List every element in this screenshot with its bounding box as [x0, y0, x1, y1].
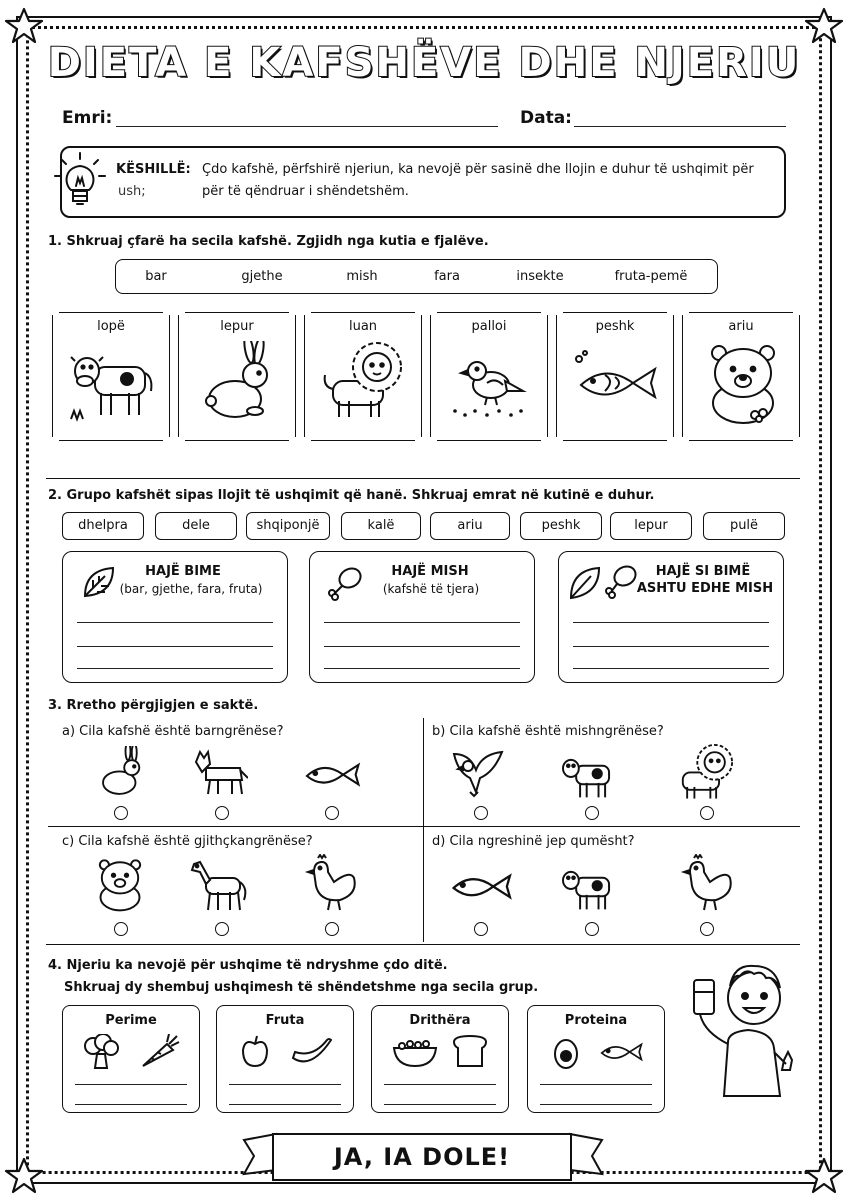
animal-name: lopë [97, 319, 125, 334]
footer-banner: JA, IA DOLE! [272, 1133, 572, 1181]
eagle-icon[interactable] [450, 744, 506, 800]
date-label: Data: [520, 108, 572, 128]
answer-line[interactable] [573, 668, 769, 669]
answer-line[interactable] [229, 1084, 341, 1085]
question-4-prompt-line2: Shkruaj dy shembuj ushqimesh të shëndetshme nga secila grup. [64, 980, 539, 995]
animal-cell-cow [52, 315, 170, 437]
answer-radio[interactable] [215, 806, 229, 820]
category-box-carnivore [309, 551, 535, 683]
word-bank-item: gjethe [241, 269, 283, 284]
food-group-title: Fruta [265, 1013, 305, 1028]
fish-icon[interactable] [300, 756, 364, 796]
leaf-and-drumstick-icon [567, 562, 641, 602]
animal-chip[interactable]: lepur [610, 512, 692, 540]
answer-radio[interactable] [700, 922, 714, 936]
answer-line[interactable] [573, 622, 769, 623]
lion-icon[interactable] [670, 742, 742, 800]
category-title: HAJË MISH [391, 564, 469, 579]
answer-line[interactable] [75, 1084, 187, 1085]
q3d-question: d) Cila ngreshinë jep qumësht? [432, 834, 635, 849]
answer-radio[interactable] [700, 806, 714, 820]
cereal-bowl-icon [392, 1038, 438, 1068]
fish-icon [571, 349, 663, 419]
question-4-prompt: 4. Njeriu ka nevojë për ushqime të ndryshme çdo ditë. [48, 958, 448, 973]
category-subtitle: (kafshë të tjera) [382, 582, 480, 596]
food-group-title: Perime [105, 1013, 157, 1028]
lion-icon [319, 339, 411, 425]
cow-icon [67, 343, 159, 425]
answer-line[interactable] [77, 668, 273, 669]
category-subtitle: (bar, gjethe, fara, fruta) [119, 582, 263, 596]
answer-line[interactable] [324, 646, 520, 647]
word-bank-item: bar [145, 269, 167, 284]
animal-cell-lion [304, 315, 422, 437]
answer-line[interactable] [77, 622, 273, 623]
wolf-icon[interactable] [192, 748, 248, 798]
bread-icon [452, 1034, 488, 1068]
answer-radio[interactable] [114, 922, 128, 936]
animal-name: ariu [728, 319, 754, 334]
animal-chip[interactable]: shqiponjë [246, 512, 330, 540]
star-icon [4, 1156, 44, 1196]
food-group-proteins [527, 1005, 665, 1113]
tip-box [60, 146, 786, 218]
boy-with-milk-icon [688, 952, 802, 1098]
animal-cell-rabbit [178, 315, 296, 437]
tip-text-line2: për të qëndruar i shëndetshëm. [202, 184, 409, 199]
answer-line[interactable] [229, 1104, 341, 1105]
hen-icon[interactable] [304, 854, 360, 914]
animal-chip[interactable]: ariu [430, 512, 510, 540]
lightbulb-icon [50, 150, 110, 212]
answer-line[interactable] [384, 1084, 496, 1085]
date-field[interactable] [574, 126, 786, 127]
name-field[interactable] [116, 126, 498, 127]
apple-icon [239, 1034, 271, 1070]
word-bank-item: insekte [516, 269, 564, 284]
answer-line[interactable] [384, 1104, 496, 1105]
animal-chip[interactable]: kalë [341, 512, 421, 540]
answer-line[interactable] [75, 1104, 187, 1105]
banana-icon [289, 1036, 335, 1068]
food-group-title: Drithëra [409, 1013, 471, 1028]
ribbon-right-icon [566, 1130, 606, 1182]
food-group-grains [371, 1005, 509, 1113]
q3-divider-vertical [423, 718, 424, 942]
animal-chip[interactable]: dhelpra [62, 512, 144, 540]
tip-text-line1: Çdo kafshë, përfshirë njeriun, ka nevojë për sasinë dhe llojin e duhur të ushqimit për [202, 162, 754, 177]
answer-radio[interactable] [585, 806, 599, 820]
category-title: HAJË SI BIMË [655, 564, 751, 579]
page-title: DIETA E KAFSHËVE DHE NJERIU [47, 40, 801, 86]
cow-icon[interactable] [556, 862, 620, 912]
category-title-line2: ASHTU EDHE MISH [636, 581, 774, 596]
tip-text-prefix: ush; [118, 184, 146, 199]
category-box-herbivore [62, 551, 288, 683]
animal-chip[interactable]: dele [155, 512, 237, 540]
broccoli-icon [81, 1034, 121, 1070]
animal-name: luan [348, 319, 378, 334]
animal-name: palloi [471, 319, 507, 334]
food-group-fruits [216, 1005, 354, 1113]
answer-radio[interactable] [585, 922, 599, 936]
bird-icon [447, 345, 535, 425]
bear-icon [703, 341, 783, 427]
egg-icon [552, 1036, 580, 1070]
answer-radio[interactable] [474, 806, 488, 820]
category-box-omnivore [558, 551, 784, 683]
food-group-title: Proteina [564, 1013, 628, 1028]
animal-name: peshk [595, 319, 635, 334]
section-divider [46, 478, 800, 479]
star-icon [804, 1156, 844, 1196]
word-bank-item: fara [434, 269, 460, 284]
rabbit-icon [201, 341, 281, 423]
animal-name: lepur [220, 319, 254, 334]
hen-icon[interactable] [680, 854, 736, 914]
bear-icon[interactable] [94, 856, 146, 914]
answer-radio[interactable] [325, 922, 339, 936]
rabbit-icon[interactable] [98, 746, 148, 798]
answer-line[interactable] [573, 646, 769, 647]
tip-title: KËSHILLË: [116, 162, 191, 177]
answer-radio[interactable] [215, 922, 229, 936]
answer-radio[interactable] [474, 922, 488, 936]
fish-icon [594, 1038, 648, 1068]
name-label: Emri: [62, 108, 113, 128]
animal-cell-bird [430, 315, 548, 437]
question-2-prompt: 2. Grupo kafshët sipas llojit të ushqimit që hanë. Shkruaj emrat në kutinë e duhur. [48, 488, 655, 503]
word-bank [115, 259, 718, 294]
drumstick-icon [326, 564, 364, 602]
fish-icon[interactable] [446, 866, 516, 910]
answer-line[interactable] [77, 646, 273, 647]
q3c-question: c) Cila kafshë është gjithçkangrënëse? [62, 834, 313, 849]
answer-radio[interactable] [114, 806, 128, 820]
carrot-icon [137, 1034, 181, 1070]
animal-chip[interactable]: peshk [520, 512, 602, 540]
word-bank-item: mish [346, 269, 378, 284]
cow-icon[interactable] [556, 750, 620, 800]
section-divider [46, 944, 800, 945]
horse-icon[interactable] [188, 856, 248, 914]
word-bank-item: fruta-pemë [614, 269, 688, 284]
answer-line[interactable] [324, 622, 520, 623]
q3-divider-horizontal [48, 826, 800, 827]
animal-cell-bear [682, 315, 800, 437]
answer-line[interactable] [540, 1084, 652, 1085]
animal-chip[interactable]: pulë [703, 512, 785, 540]
q3b-question: b) Cila kafshë është mishngrënëse? [432, 724, 664, 739]
question-3-prompt: 3. Rretho përgjigjen e saktë. [48, 698, 259, 713]
answer-line[interactable] [540, 1104, 652, 1105]
question-1-prompt: 1. Shkruaj çfarë ha secila kafshë. Zgjidh nga kutia e fjalëve. [48, 234, 489, 249]
animal-cell-fish [556, 315, 674, 437]
q3a-question: a) Cila kafshë është barngrënëse? [62, 724, 284, 739]
category-title: HAJË BIME [145, 564, 221, 579]
food-group-vegetables [62, 1005, 200, 1113]
answer-line[interactable] [324, 668, 520, 669]
answer-radio[interactable] [325, 806, 339, 820]
